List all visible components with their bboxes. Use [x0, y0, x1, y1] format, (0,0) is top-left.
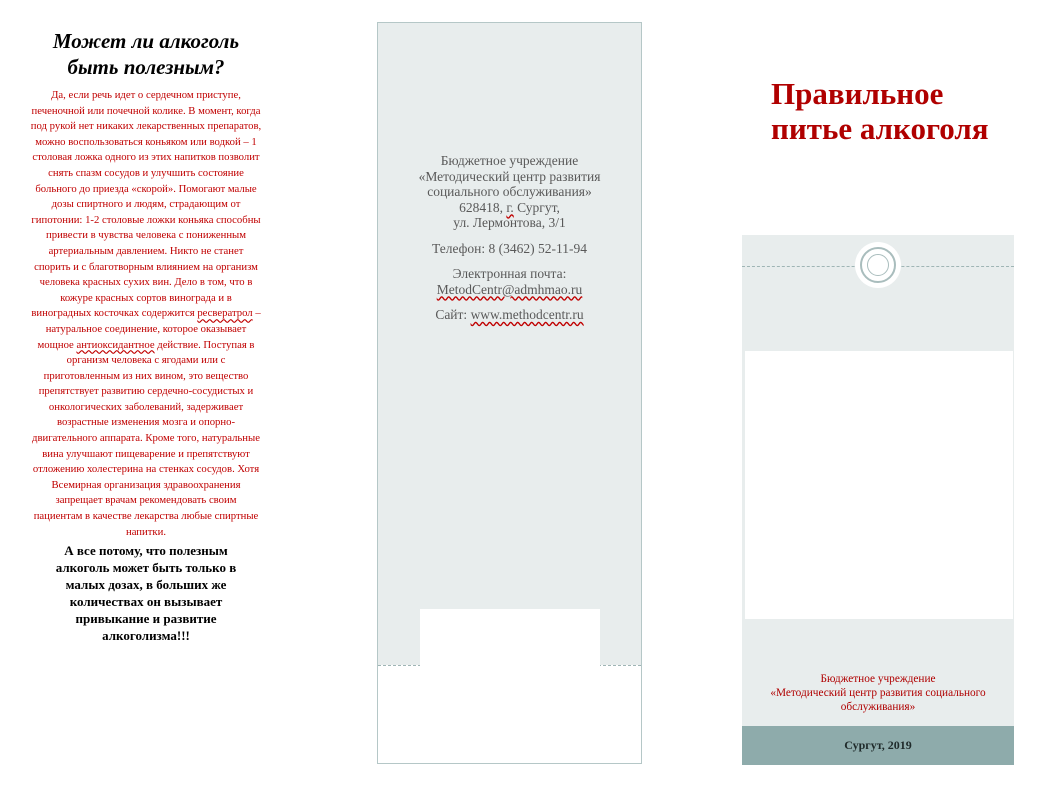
cover-footer: [742, 726, 1014, 765]
cover-org-type: Бюджетное учреждение: [820, 673, 936, 685]
contact-address-city: [388, 200, 631, 216]
contact-city-name: Сургут,: [513, 199, 560, 215]
contact-phone: Телефон: 8 (3462) 52-11-94: [432, 240, 587, 256]
left-panel-body: [30, 88, 262, 540]
contact-postcode: 628418,: [459, 199, 507, 215]
ring-ornament-icon: [855, 242, 901, 288]
contact-org-name: «Методический центр развития социального обслуживания»: [418, 168, 601, 199]
contact-email-link[interactable]: MetodCentr@admhmao.ru: [436, 281, 583, 297]
contact-email[interactable]: [388, 282, 631, 298]
contact-site-link[interactable]: www.methodcentr.ru: [470, 307, 584, 322]
left-panel-title: Может ли алкоголь быть полезным?: [52, 29, 240, 79]
cover-footer-text: Сургут, 2019: [844, 738, 912, 752]
middle-panel-tab: [420, 609, 600, 689]
body-text-part-2: – натуральное соединение, которое оказывает мощное: [37, 307, 261, 351]
left-panel-conclusion: А все потому, что полезным алкоголь может быть только в малых дозах, в больших же количествах он вызывает привыкание и развитие алкоголизма!!!: [55, 543, 237, 644]
cover-card: [742, 235, 1014, 765]
contact-street: ул. Лермонтова, 3/1: [453, 215, 566, 230]
contact-org-type: Бюджетное учреждение: [440, 153, 579, 168]
brochure-title: Правильное питье алкоголя: [771, 76, 989, 146]
contact-info: [388, 153, 631, 323]
left-panel: [30, 28, 262, 644]
body-term-antioxidant: антиоксидантное: [76, 338, 155, 351]
contact-email-label: Электронная почта:: [452, 266, 567, 281]
cover-org: [752, 672, 1004, 714]
cover-image-placeholder: [745, 351, 1013, 619]
body-text-part-1: Да, если речь идет о сердечном приступе, печеночной или почечной колике. В момент, когда под рукой нет никаких лекарственных препаратов, можно воспользоваться коньяком или водкой – 1 столовая ложка одного из этих напитков позволит снять спазм сосудов и улучшить состояние больного до приезда «скорой». Помогают малые дозы спиртного и людям, страдающим от гипотонии: 1-2 столовые ложки коньяка способны привести в чувства человека с пониженным артериальным давлением. Никто не станет спорить и с благотворным влиянием на организм человека красных сухих вин. Дело в том, что в кожуре красных сортов винограда и в виноградных косточках содержится: [30, 89, 262, 320]
cover-org-name: «Методический центр развития социального обслуживания»: [770, 687, 986, 713]
contact-site: [388, 307, 631, 323]
contact-site-label: Сайт:: [435, 307, 471, 322]
body-term-resveratrol: ресвератрол: [197, 307, 253, 320]
contact-city-abbr: г.: [506, 199, 514, 215]
body-text-part-3: действие. Поступая в организм человека с ягодами или с приготовленным из них вином, это вещество препятствует развитию сердечно-сосудистых и онкологических заболеваний, задерживает возрастные изменения мозга и опорно-двигательного аппарата. Кроме того, натуральные вина улучшают пищеварение и препятствуют отложению холестерина на стенках сосудов. Хотя Всемирная организация здравоохранения запрещает врачам рекомендовать своим пациентам в качестве лекарства любые спиртные напитки.: [32, 338, 260, 538]
middle-panel: [377, 22, 642, 764]
